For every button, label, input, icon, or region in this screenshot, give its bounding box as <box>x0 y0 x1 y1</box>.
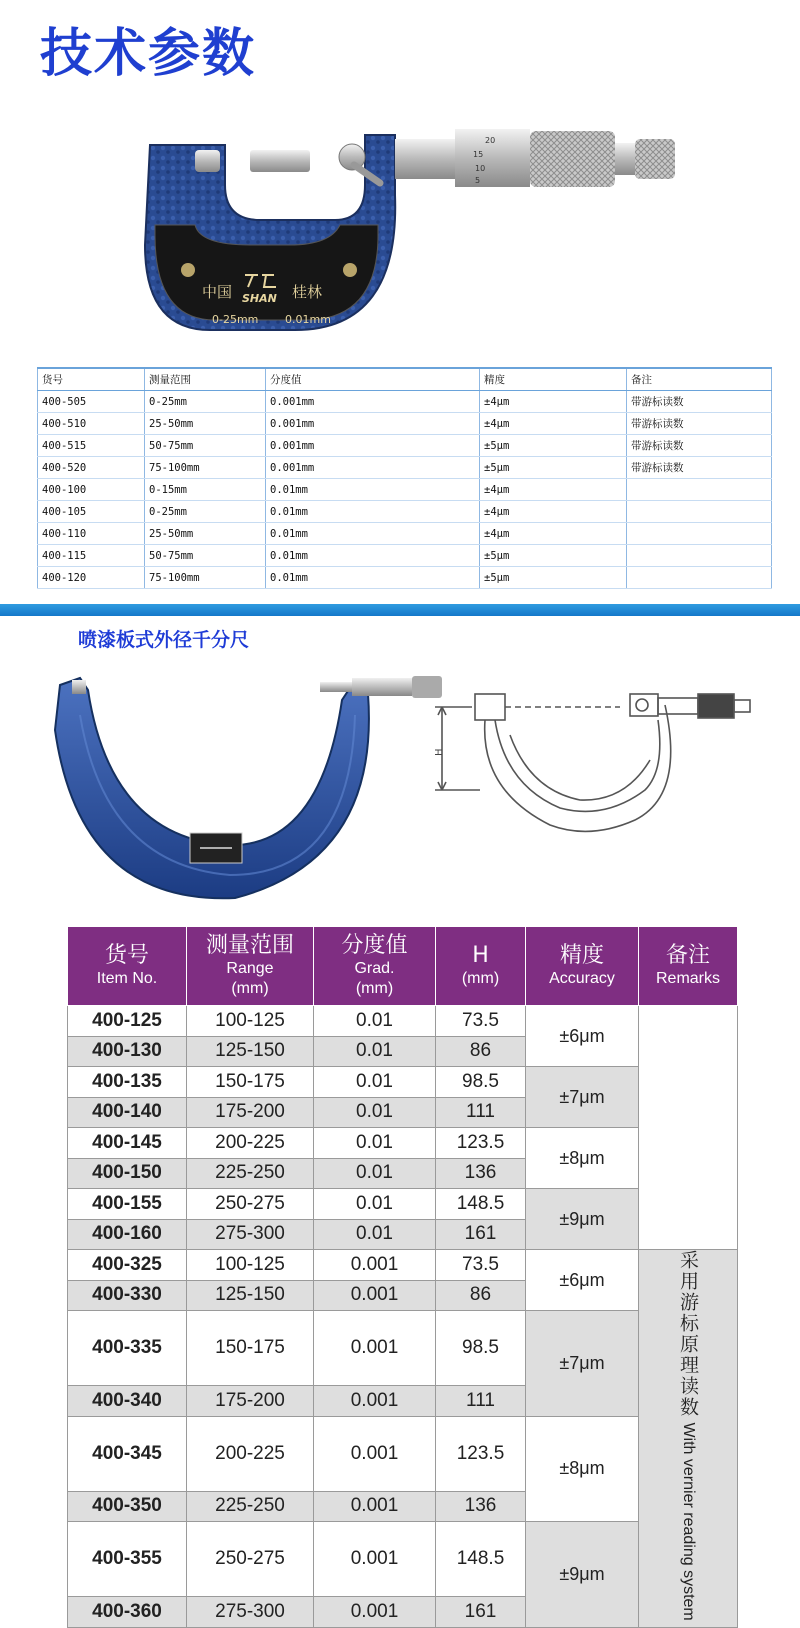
thimble-grip <box>530 131 615 187</box>
cell: ±5μm <box>480 457 627 479</box>
table-row <box>68 1189 738 1220</box>
cell: 0.001mm <box>266 391 480 413</box>
grad: 0.001 <box>314 1597 436 1628</box>
plate-right-text: 桂林 <box>292 283 323 301</box>
header-accuracy: 精度 Accuracy <box>526 927 639 1006</box>
grad: 0.01 <box>314 1158 436 1189</box>
table-row <box>68 1416 738 1491</box>
anvil <box>195 150 220 172</box>
cell: 75-100mm <box>145 567 266 589</box>
cell: ±4μm <box>480 479 627 501</box>
accuracy: ±6μm <box>526 1006 639 1067</box>
h-value: 123.5 <box>436 1128 526 1159</box>
plate-grad-text: 0.01mm <box>285 313 331 326</box>
cell: 0.01mm <box>266 501 480 523</box>
table-row <box>68 1067 738 1098</box>
cell: ±4μm <box>480 523 627 545</box>
grad: 0.01 <box>314 1036 436 1067</box>
cell: 0.001mm <box>266 413 480 435</box>
accuracy: ±8μm <box>526 1128 639 1189</box>
remarks-empty <box>639 1006 738 1250</box>
cell: 400-105 <box>38 501 145 523</box>
page-title: 技术参数 <box>40 24 257 84</box>
cell <box>627 479 772 501</box>
h-value: 98.5 <box>436 1311 526 1386</box>
table-row <box>38 457 772 479</box>
cell: ±4μm <box>480 501 627 523</box>
cell: 0.01mm <box>266 545 480 567</box>
thimble-mark: 5 <box>475 176 481 185</box>
cell: 带游标读数 <box>627 435 772 457</box>
h-value: 148.5 <box>436 1522 526 1597</box>
accuracy: ±9μm <box>526 1189 639 1250</box>
h-value: 161 <box>436 1597 526 1628</box>
h-value: 148.5 <box>436 1189 526 1220</box>
range: 225-250 <box>187 1491 314 1522</box>
item-no: 400-135 <box>68 1067 187 1098</box>
header-cell: 货号 <box>38 368 145 391</box>
grad: 0.01 <box>314 1006 436 1037</box>
item-no: 400-355 <box>68 1522 187 1597</box>
h-value: 73.5 <box>436 1250 526 1281</box>
table-row <box>38 567 772 589</box>
grad: 0.001 <box>314 1522 436 1597</box>
range: 175-200 <box>187 1386 314 1417</box>
cell: ±4μm <box>480 391 627 413</box>
cell: 400-520 <box>38 457 145 479</box>
table-row <box>38 413 772 435</box>
drawing-dimension-label: H <box>434 748 445 756</box>
cell: 带游标读数 <box>627 457 772 479</box>
table-row <box>68 1311 738 1386</box>
range: 125-150 <box>187 1280 314 1311</box>
range: 100-125 <box>187 1250 314 1281</box>
cell: 400-110 <box>38 523 145 545</box>
item-no: 400-150 <box>68 1158 187 1189</box>
spec-table-1 <box>37 367 772 589</box>
range: 225-250 <box>187 1158 314 1189</box>
cell: 75-100mm <box>145 457 266 479</box>
cell: 0.001mm <box>266 457 480 479</box>
plate-left-text: 中国 <box>202 283 233 301</box>
remark-cn: 采用游标原理读数 <box>677 1250 699 1418</box>
h-value: 111 <box>436 1386 526 1417</box>
header-h: H (mm) <box>436 927 526 1006</box>
item-no: 400-160 <box>68 1219 187 1250</box>
cell: ±4μm <box>480 413 627 435</box>
item-no: 400-155 <box>68 1189 187 1220</box>
grad: 0.01 <box>314 1128 436 1159</box>
item-no: 400-330 <box>68 1280 187 1311</box>
cell: 0.01mm <box>266 567 480 589</box>
cell: 0-15mm <box>145 479 266 501</box>
h-value: 111 <box>436 1097 526 1128</box>
micrometer-photo <box>140 125 700 340</box>
header-cell: 精度 <box>480 368 627 391</box>
table-row <box>68 1250 738 1281</box>
cell: 400-510 <box>38 413 145 435</box>
header-grad: 分度值 Grad. (mm) <box>314 927 436 1006</box>
table-row <box>38 501 772 523</box>
table-row <box>68 1128 738 1159</box>
cell: 带游标读数 <box>627 391 772 413</box>
grad: 0.001 <box>314 1280 436 1311</box>
range: 275-300 <box>187 1597 314 1628</box>
h-value: 136 <box>436 1491 526 1522</box>
accuracy: ±7μm <box>526 1067 639 1128</box>
range: 200-225 <box>187 1128 314 1159</box>
table-row <box>38 479 772 501</box>
cell <box>627 523 772 545</box>
cell: 0.01mm <box>266 523 480 545</box>
range: 200-225 <box>187 1416 314 1491</box>
cell: ±5μm <box>480 435 627 457</box>
cell: 400-115 <box>38 545 145 567</box>
remarks-vernier <box>639 1250 738 1628</box>
cell: 400-120 <box>38 567 145 589</box>
table-header-row <box>68 927 738 1006</box>
plate-brand-text: SHAN <box>242 292 277 305</box>
grad: 0.01 <box>314 1219 436 1250</box>
range: 100-125 <box>187 1006 314 1037</box>
cell: ±5μm <box>480 567 627 589</box>
h-value: 73.5 <box>436 1006 526 1037</box>
table-row <box>68 1006 738 1037</box>
plate-micrometer-photo <box>50 670 460 910</box>
h-value: 86 <box>436 1036 526 1067</box>
header-remarks: 备注 Remarks <box>639 927 738 1006</box>
spindle <box>250 150 310 172</box>
grad: 0.001 <box>314 1491 436 1522</box>
grad: 0.001 <box>314 1416 436 1491</box>
range: 275-300 <box>187 1219 314 1250</box>
vernier-remark <box>678 1250 698 1621</box>
h-value: 136 <box>436 1158 526 1189</box>
cell: ±5μm <box>480 545 627 567</box>
spec-table-2 <box>67 926 738 1628</box>
table-row <box>38 435 772 457</box>
thimble-mark: 15 <box>473 150 484 159</box>
accuracy: ±7μm <box>526 1311 639 1417</box>
sleeve <box>395 139 455 179</box>
cell: 带游标读数 <box>627 413 772 435</box>
table-row <box>38 545 772 567</box>
cell: 400-515 <box>38 435 145 457</box>
thimble-mark: 20 <box>485 136 496 145</box>
plate-range-text: 0-25mm <box>212 313 259 326</box>
header-cell: 备注 <box>627 368 772 391</box>
grad: 0.001 <box>314 1250 436 1281</box>
cell <box>627 545 772 567</box>
item-no: 400-340 <box>68 1386 187 1417</box>
range: 125-150 <box>187 1036 314 1067</box>
range: 250-275 <box>187 1189 314 1220</box>
header-range: 测量范围 Range (mm) <box>187 927 314 1006</box>
header-cell: 测量范围 <box>145 368 266 391</box>
header-item-no: 货号 Item No. <box>68 927 187 1006</box>
h-value: 123.5 <box>436 1416 526 1491</box>
cell: 50-75mm <box>145 435 266 457</box>
table-row <box>68 1522 738 1597</box>
item-no: 400-125 <box>68 1006 187 1037</box>
range: 150-175 <box>187 1311 314 1386</box>
remark-en: With vernier reading system <box>680 1422 697 1621</box>
ratchet-knob <box>635 139 675 179</box>
grad: 0.01 <box>314 1067 436 1098</box>
range: 150-175 <box>187 1067 314 1098</box>
accuracy: ±8μm <box>526 1416 639 1522</box>
table-row <box>38 523 772 545</box>
table-header-row <box>38 368 772 391</box>
grad: 0.001 <box>314 1386 436 1417</box>
h-value: 98.5 <box>436 1067 526 1098</box>
cell: 0-25mm <box>145 391 266 413</box>
h-value: 161 <box>436 1219 526 1250</box>
grad: 0.01 <box>314 1189 436 1220</box>
section-title: 喷漆板式外径千分尺 <box>78 629 250 651</box>
cell: 0.001mm <box>266 435 480 457</box>
cell <box>627 567 772 589</box>
accuracy: ±9μm <box>526 1522 639 1628</box>
cell: 50-75mm <box>145 545 266 567</box>
thimble-mark: 10 <box>475 164 486 173</box>
item-no: 400-325 <box>68 1250 187 1281</box>
range: 175-200 <box>187 1097 314 1128</box>
accuracy: ±6μm <box>526 1250 639 1311</box>
cell: 0.01mm <box>266 479 480 501</box>
cell: 400-100 <box>38 479 145 501</box>
cell: 0-25mm <box>145 501 266 523</box>
grad: 0.01 <box>314 1097 436 1128</box>
table-row <box>38 391 772 413</box>
item-no: 400-345 <box>68 1416 187 1491</box>
item-no: 400-130 <box>68 1036 187 1067</box>
cell: 400-505 <box>38 391 145 413</box>
cell: 25-50mm <box>145 413 266 435</box>
header-cell: 分度值 <box>266 368 480 391</box>
section-divider <box>0 604 800 616</box>
cell <box>627 501 772 523</box>
range: 250-275 <box>187 1522 314 1597</box>
item-no: 400-140 <box>68 1097 187 1128</box>
h-value: 86 <box>436 1280 526 1311</box>
item-no: 400-350 <box>68 1491 187 1522</box>
item-no: 400-335 <box>68 1311 187 1386</box>
item-no: 400-360 <box>68 1597 187 1628</box>
item-no: 400-145 <box>68 1128 187 1159</box>
cell: 25-50mm <box>145 523 266 545</box>
technical-drawing <box>430 680 770 850</box>
grad: 0.001 <box>314 1311 436 1386</box>
